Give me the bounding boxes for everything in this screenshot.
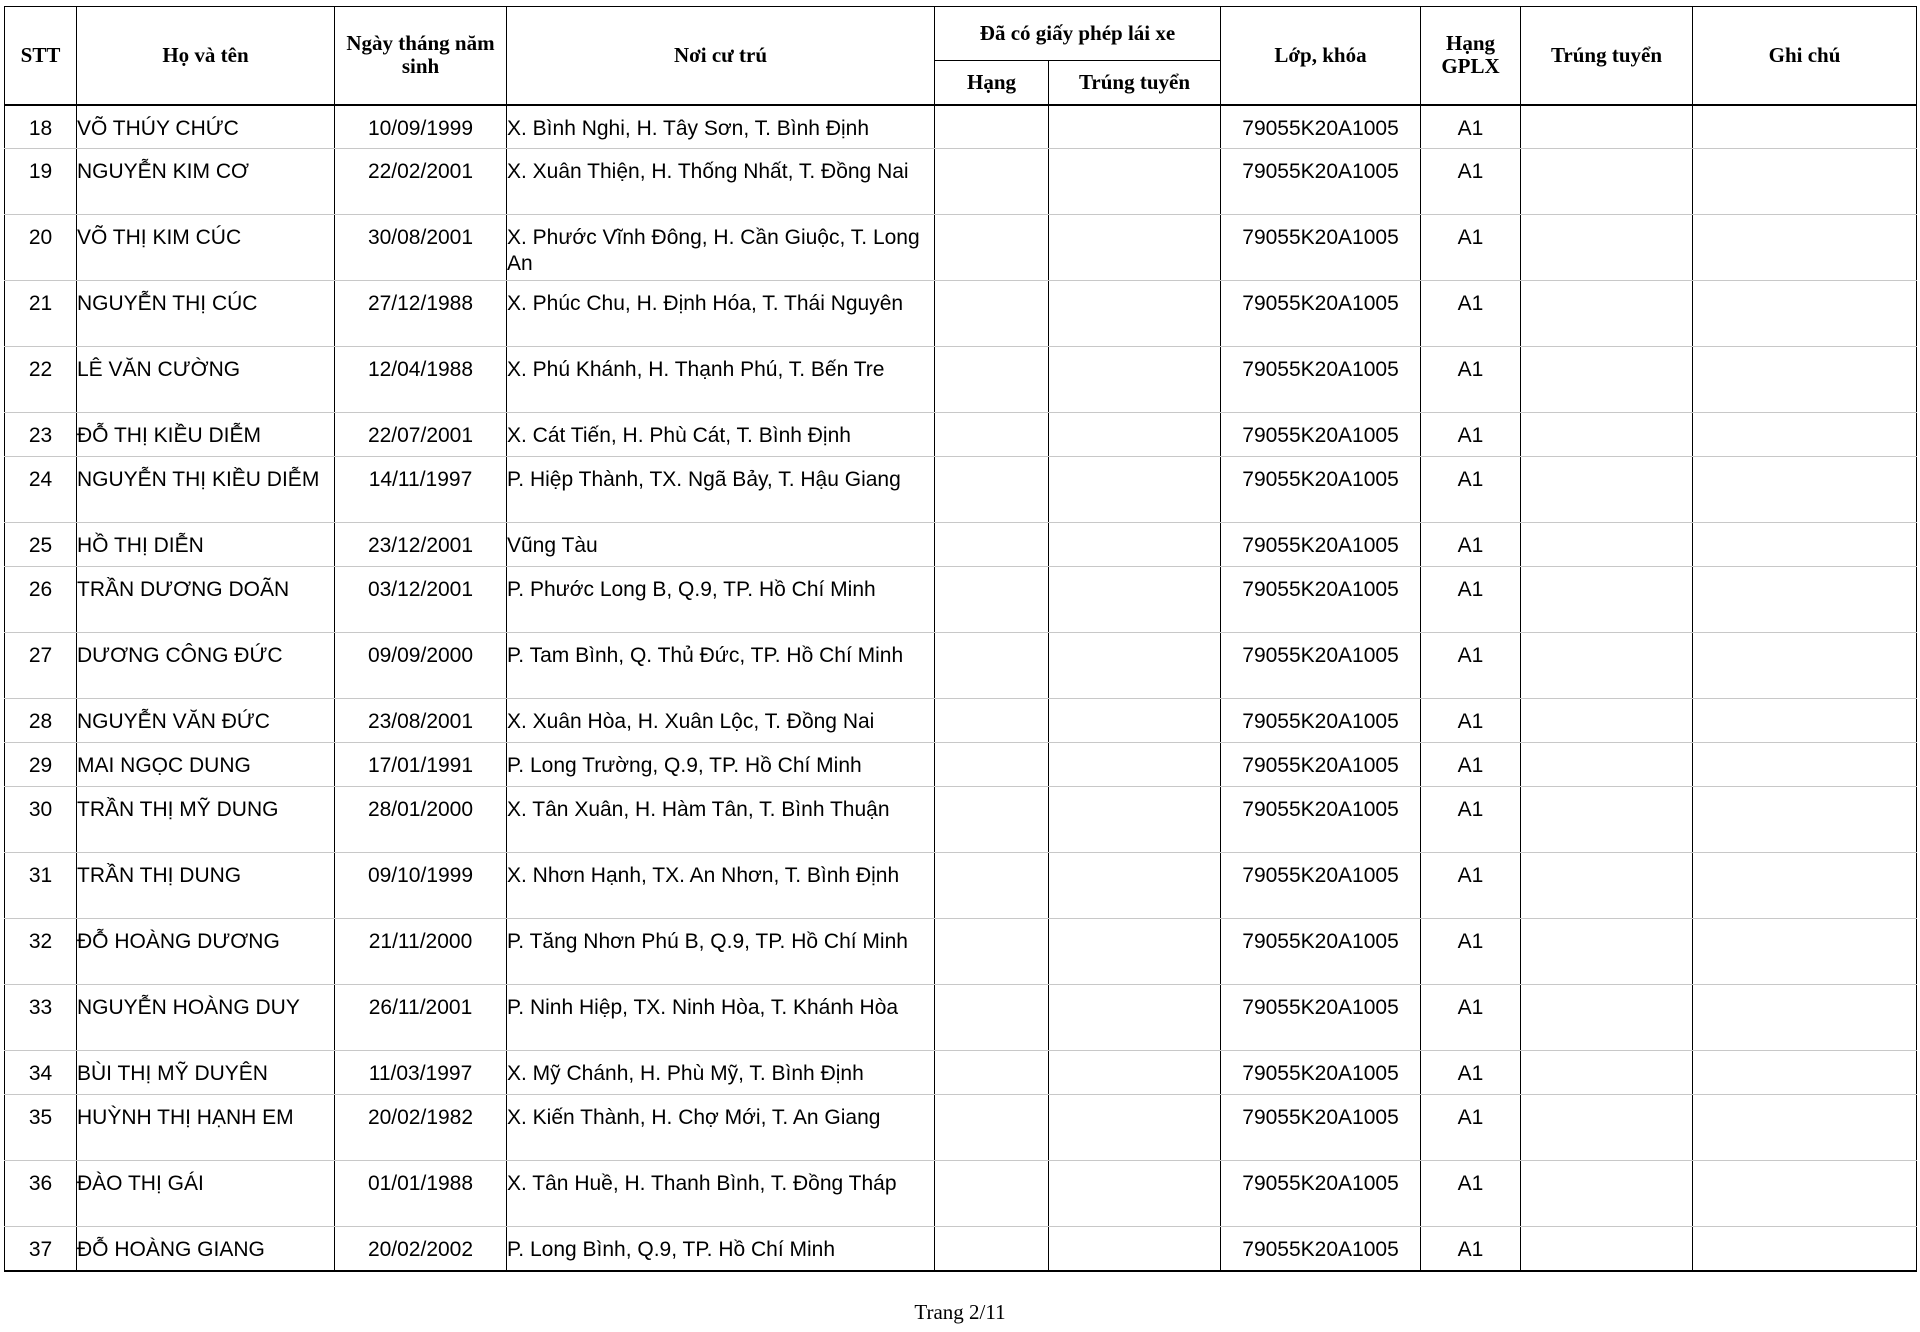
name-cell: BÙI THỊ MỸ DUYÊN	[77, 1051, 335, 1095]
license-class-cell	[935, 1095, 1049, 1161]
note-cell	[1693, 743, 1917, 787]
table-row	[5, 743, 1917, 787]
note-cell	[1693, 413, 1917, 457]
gplx-class-cell: A1	[1421, 919, 1521, 985]
passed-cell	[1521, 215, 1693, 281]
note-cell	[1693, 787, 1917, 853]
stt-cell: 37	[5, 1227, 77, 1271]
class-course-cell: 79055K20A1005	[1221, 215, 1421, 281]
table-row	[5, 281, 1917, 347]
class-course-cell: 79055K20A1005	[1221, 699, 1421, 743]
residence-cell: X. Kiến Thành, H. Chợ Mới, T. An Giang	[507, 1095, 935, 1161]
passed-cell	[1521, 1227, 1693, 1271]
residence-cell: X. Mỹ Chánh, H. Phù Mỹ, T. Bình Định	[507, 1051, 935, 1095]
header-name: Họ và tên	[77, 7, 335, 105]
gplx-class-cell: A1	[1421, 985, 1521, 1051]
passed-cell	[1521, 919, 1693, 985]
passed-cell	[1521, 1095, 1693, 1161]
license-passed-cell	[1049, 699, 1221, 743]
gplx-class-cell: A1	[1421, 567, 1521, 633]
gplx-class-cell: A1	[1421, 149, 1521, 215]
stt-cell: 31	[5, 853, 77, 919]
note-cell	[1693, 105, 1917, 149]
class-course-cell: 79055K20A1005	[1221, 457, 1421, 523]
note-cell	[1693, 985, 1917, 1051]
name-cell: TRẦN THỊ MỸ DUNG	[77, 787, 335, 853]
class-course-cell: 79055K20A1005	[1221, 1161, 1421, 1227]
stt-cell: 22	[5, 347, 77, 413]
note-cell	[1693, 149, 1917, 215]
table-row	[5, 787, 1917, 853]
residence-cell: X. Phúc Chu, H. Định Hóa, T. Thái Nguyên	[507, 281, 935, 347]
gplx-class-cell: A1	[1421, 105, 1521, 149]
passed-cell	[1521, 523, 1693, 567]
note-cell	[1693, 1051, 1917, 1095]
stt-cell: 18	[5, 105, 77, 149]
name-cell: DƯƠNG CÔNG ĐỨC	[77, 633, 335, 699]
gplx-class-cell: A1	[1421, 633, 1521, 699]
dob-cell: 22/07/2001	[335, 413, 507, 457]
header-residence: Nơi cư trú	[507, 7, 935, 105]
residence-cell: P. Phước Long B, Q.9, TP. Hồ Chí Minh	[507, 567, 935, 633]
residence-cell: Vũng Tàu	[507, 523, 935, 567]
gplx-class-cell: A1	[1421, 1161, 1521, 1227]
header-gplx-class: Hạng GPLX	[1421, 7, 1521, 105]
license-class-cell	[935, 1227, 1049, 1271]
name-cell: LÊ VĂN CƯỜNG	[77, 347, 335, 413]
license-passed-cell	[1049, 985, 1221, 1051]
gplx-class-cell: A1	[1421, 787, 1521, 853]
license-class-cell	[935, 919, 1049, 985]
note-cell	[1693, 347, 1917, 413]
license-passed-cell	[1049, 567, 1221, 633]
table-row	[5, 1051, 1917, 1095]
gplx-class-cell: A1	[1421, 347, 1521, 413]
license-class-cell	[935, 105, 1049, 149]
table-row	[5, 567, 1917, 633]
dob-cell: 09/10/1999	[335, 853, 507, 919]
candidate-list-table	[4, 6, 1917, 1272]
name-cell: ĐỖ THỊ KIỀU DIỄM	[77, 413, 335, 457]
license-passed-cell	[1049, 149, 1221, 215]
class-course-cell: 79055K20A1005	[1221, 347, 1421, 413]
gplx-class-cell: A1	[1421, 281, 1521, 347]
stt-cell: 29	[5, 743, 77, 787]
header-license-passed: Trúng tuyển	[1049, 61, 1221, 105]
note-cell	[1693, 1227, 1917, 1271]
note-cell	[1693, 919, 1917, 985]
note-cell	[1693, 1095, 1917, 1161]
header-license-class: Hạng	[935, 61, 1049, 105]
dob-cell: 17/01/1991	[335, 743, 507, 787]
gplx-class-cell: A1	[1421, 1095, 1521, 1161]
license-class-cell	[935, 457, 1049, 523]
residence-cell: X. Tân Huề, H. Thanh Bình, T. Đồng Tháp	[507, 1161, 935, 1227]
gplx-class-cell: A1	[1421, 457, 1521, 523]
dob-cell: 30/08/2001	[335, 215, 507, 281]
license-class-cell	[935, 523, 1049, 567]
class-course-cell: 79055K20A1005	[1221, 1095, 1421, 1161]
table-row	[5, 633, 1917, 699]
note-cell	[1693, 699, 1917, 743]
name-cell: VÕ THÚY CHỨC	[77, 105, 335, 149]
dob-cell: 26/11/2001	[335, 985, 507, 1051]
note-cell	[1693, 281, 1917, 347]
dob-cell: 23/08/2001	[335, 699, 507, 743]
stt-cell: 35	[5, 1095, 77, 1161]
class-course-cell: 79055K20A1005	[1221, 743, 1421, 787]
license-class-cell	[935, 699, 1049, 743]
class-course-cell: 79055K20A1005	[1221, 149, 1421, 215]
stt-cell: 36	[5, 1161, 77, 1227]
table-row	[5, 413, 1917, 457]
dob-cell: 20/02/2002	[335, 1227, 507, 1271]
name-cell: ĐỖ HOÀNG DƯƠNG	[77, 919, 335, 985]
class-course-cell: 79055K20A1005	[1221, 919, 1421, 985]
dob-cell: 11/03/1997	[335, 1051, 507, 1095]
note-cell	[1693, 1161, 1917, 1227]
table-row	[5, 105, 1917, 149]
header-class-course: Lớp, khóa	[1221, 7, 1421, 105]
table-row	[5, 985, 1917, 1051]
residence-cell: X. Xuân Hòa, H. Xuân Lộc, T. Đồng Nai	[507, 699, 935, 743]
header-stt: STT	[5, 7, 77, 105]
header-dob: Ngày tháng năm sinh	[335, 7, 507, 105]
stt-cell: 25	[5, 523, 77, 567]
table-row	[5, 215, 1917, 281]
table-row	[5, 1161, 1917, 1227]
note-cell	[1693, 215, 1917, 281]
license-passed-cell	[1049, 457, 1221, 523]
name-cell: HỒ THỊ DIỄN	[77, 523, 335, 567]
license-passed-cell	[1049, 743, 1221, 787]
stt-cell: 27	[5, 633, 77, 699]
residence-cell: X. Phú Khánh, H. Thạnh Phú, T. Bến Tre	[507, 347, 935, 413]
license-class-cell	[935, 853, 1049, 919]
passed-cell	[1521, 347, 1693, 413]
dob-cell: 09/09/2000	[335, 633, 507, 699]
name-cell: TRẦN THỊ DUNG	[77, 853, 335, 919]
class-course-cell: 79055K20A1005	[1221, 1051, 1421, 1095]
name-cell: NGUYỄN HOÀNG DUY	[77, 985, 335, 1051]
residence-cell: P. Hiệp Thành, TX. Ngã Bảy, T. Hậu Giang	[507, 457, 935, 523]
class-course-cell: 79055K20A1005	[1221, 633, 1421, 699]
stt-cell: 21	[5, 281, 77, 347]
passed-cell	[1521, 1161, 1693, 1227]
residence-cell: X. Nhơn Hạnh, TX. An Nhơn, T. Bình Định	[507, 853, 935, 919]
residence-cell: X. Phước Vĩnh Đông, H. Cần Giuộc, T. Long An	[507, 215, 935, 281]
passed-cell	[1521, 787, 1693, 853]
license-passed-cell	[1049, 633, 1221, 699]
license-class-cell	[935, 985, 1049, 1051]
passed-cell	[1521, 1051, 1693, 1095]
license-class-cell	[935, 1161, 1049, 1227]
license-passed-cell	[1049, 347, 1221, 413]
name-cell: ĐÀO THỊ GÁI	[77, 1161, 335, 1227]
header-license-group: Đã có giấy phép lái xe	[935, 7, 1221, 61]
dob-cell: 10/09/1999	[335, 105, 507, 149]
table-row	[5, 853, 1917, 919]
passed-cell	[1521, 633, 1693, 699]
residence-cell: P. Long Bình, Q.9, TP. Hồ Chí Minh	[507, 1227, 935, 1271]
residence-cell: X. Cát Tiến, H. Phù Cát, T. Bình Định	[507, 413, 935, 457]
passed-cell	[1521, 457, 1693, 523]
residence-cell: P. Ninh Hiệp, TX. Ninh Hòa, T. Khánh Hòa	[507, 985, 935, 1051]
table-row	[5, 699, 1917, 743]
name-cell: NGUYỄN KIM CƠ	[77, 149, 335, 215]
gplx-class-cell: A1	[1421, 853, 1521, 919]
license-class-cell	[935, 281, 1049, 347]
class-course-cell: 79055K20A1005	[1221, 567, 1421, 633]
license-class-cell	[935, 413, 1049, 457]
name-cell: TRẦN DƯƠNG DOÃN	[77, 567, 335, 633]
class-course-cell: 79055K20A1005	[1221, 1227, 1421, 1271]
license-passed-cell	[1049, 1095, 1221, 1161]
license-passed-cell	[1049, 105, 1221, 149]
gplx-class-cell: A1	[1421, 743, 1521, 787]
note-cell	[1693, 523, 1917, 567]
class-course-cell: 79055K20A1005	[1221, 523, 1421, 567]
license-passed-cell	[1049, 215, 1221, 281]
license-passed-cell	[1049, 919, 1221, 985]
dob-cell: 28/01/2000	[335, 787, 507, 853]
table-row	[5, 919, 1917, 985]
table-row	[5, 1227, 1917, 1271]
license-class-cell	[935, 787, 1049, 853]
gplx-class-cell: A1	[1421, 413, 1521, 457]
table-row	[5, 457, 1917, 523]
passed-cell	[1521, 743, 1693, 787]
gplx-class-cell: A1	[1421, 523, 1521, 567]
class-course-cell: 79055K20A1005	[1221, 105, 1421, 149]
note-cell	[1693, 853, 1917, 919]
license-passed-cell	[1049, 787, 1221, 853]
gplx-class-cell: A1	[1421, 215, 1521, 281]
gplx-class-cell: A1	[1421, 1051, 1521, 1095]
stt-cell: 23	[5, 413, 77, 457]
passed-cell	[1521, 567, 1693, 633]
license-class-cell	[935, 567, 1049, 633]
table-row	[5, 149, 1917, 215]
name-cell: NGUYỄN THỊ KIỀU DIỄM	[77, 457, 335, 523]
stt-cell: 32	[5, 919, 77, 985]
passed-cell	[1521, 985, 1693, 1051]
name-cell: MAI NGỌC DUNG	[77, 743, 335, 787]
residence-cell: P. Tăng Nhơn Phú B, Q.9, TP. Hồ Chí Minh	[507, 919, 935, 985]
residence-cell: X. Tân Xuân, H. Hàm Tân, T. Bình Thuận	[507, 787, 935, 853]
stt-cell: 34	[5, 1051, 77, 1095]
license-passed-cell	[1049, 1161, 1221, 1227]
note-cell	[1693, 633, 1917, 699]
table-body	[5, 105, 1917, 1271]
passed-cell	[1521, 853, 1693, 919]
class-course-cell: 79055K20A1005	[1221, 281, 1421, 347]
class-course-cell: 79055K20A1005	[1221, 853, 1421, 919]
table-row	[5, 523, 1917, 567]
license-passed-cell	[1049, 281, 1221, 347]
dob-cell: 14/11/1997	[335, 457, 507, 523]
residence-cell: X. Bình Nghi, H. Tây Sơn, T. Bình Định	[507, 105, 935, 149]
residence-cell: P. Long Trường, Q.9, TP. Hồ Chí Minh	[507, 743, 935, 787]
page-number: Trang 2/11	[914, 1300, 1006, 1324]
license-class-cell	[935, 1051, 1049, 1095]
license-class-cell	[935, 215, 1049, 281]
license-passed-cell	[1049, 1227, 1221, 1271]
license-class-cell	[935, 633, 1049, 699]
stt-cell: 30	[5, 787, 77, 853]
stt-cell: 28	[5, 699, 77, 743]
table-row	[5, 347, 1917, 413]
passed-cell	[1521, 413, 1693, 457]
residence-cell: X. Xuân Thiện, H. Thống Nhất, T. Đồng Nai	[507, 149, 935, 215]
gplx-class-cell: A1	[1421, 1227, 1521, 1271]
name-cell: NGUYỄN VĂN ĐỨC	[77, 699, 335, 743]
dob-cell: 20/02/1982	[335, 1095, 507, 1161]
license-passed-cell	[1049, 523, 1221, 567]
passed-cell	[1521, 699, 1693, 743]
dob-cell: 27/12/1988	[335, 281, 507, 347]
residence-cell: P. Tam Bình, Q. Thủ Đức, TP. Hồ Chí Minh	[507, 633, 935, 699]
dob-cell: 01/01/1988	[335, 1161, 507, 1227]
class-course-cell: 79055K20A1005	[1221, 985, 1421, 1051]
dob-cell: 12/04/1988	[335, 347, 507, 413]
class-course-cell: 79055K20A1005	[1221, 413, 1421, 457]
table-row	[5, 1095, 1917, 1161]
stt-cell: 33	[5, 985, 77, 1051]
dob-cell: 21/11/2000	[335, 919, 507, 985]
name-cell: ĐỖ HOÀNG GIANG	[77, 1227, 335, 1271]
note-cell	[1693, 457, 1917, 523]
header-note: Ghi chú	[1693, 7, 1917, 105]
license-passed-cell	[1049, 853, 1221, 919]
license-class-cell	[935, 347, 1049, 413]
stt-cell: 26	[5, 567, 77, 633]
passed-cell	[1521, 149, 1693, 215]
name-cell: HUỲNH THỊ HẠNH EM	[77, 1095, 335, 1161]
gplx-class-cell: A1	[1421, 699, 1521, 743]
license-passed-cell	[1049, 1051, 1221, 1095]
note-cell	[1693, 567, 1917, 633]
passed-cell	[1521, 105, 1693, 149]
dob-cell: 22/02/2001	[335, 149, 507, 215]
stt-cell: 19	[5, 149, 77, 215]
name-cell: VÕ THỊ KIM CÚC	[77, 215, 335, 281]
class-course-cell: 79055K20A1005	[1221, 787, 1421, 853]
stt-cell: 20	[5, 215, 77, 281]
name-cell: NGUYỄN THỊ CÚC	[77, 281, 335, 347]
license-passed-cell	[1049, 413, 1221, 457]
license-class-cell	[935, 743, 1049, 787]
dob-cell: 03/12/2001	[335, 567, 507, 633]
header-passed: Trúng tuyển	[1521, 7, 1693, 105]
stt-cell: 24	[5, 457, 77, 523]
table-header	[5, 7, 1917, 105]
passed-cell	[1521, 281, 1693, 347]
license-class-cell	[935, 149, 1049, 215]
dob-cell: 23/12/2001	[335, 523, 507, 567]
